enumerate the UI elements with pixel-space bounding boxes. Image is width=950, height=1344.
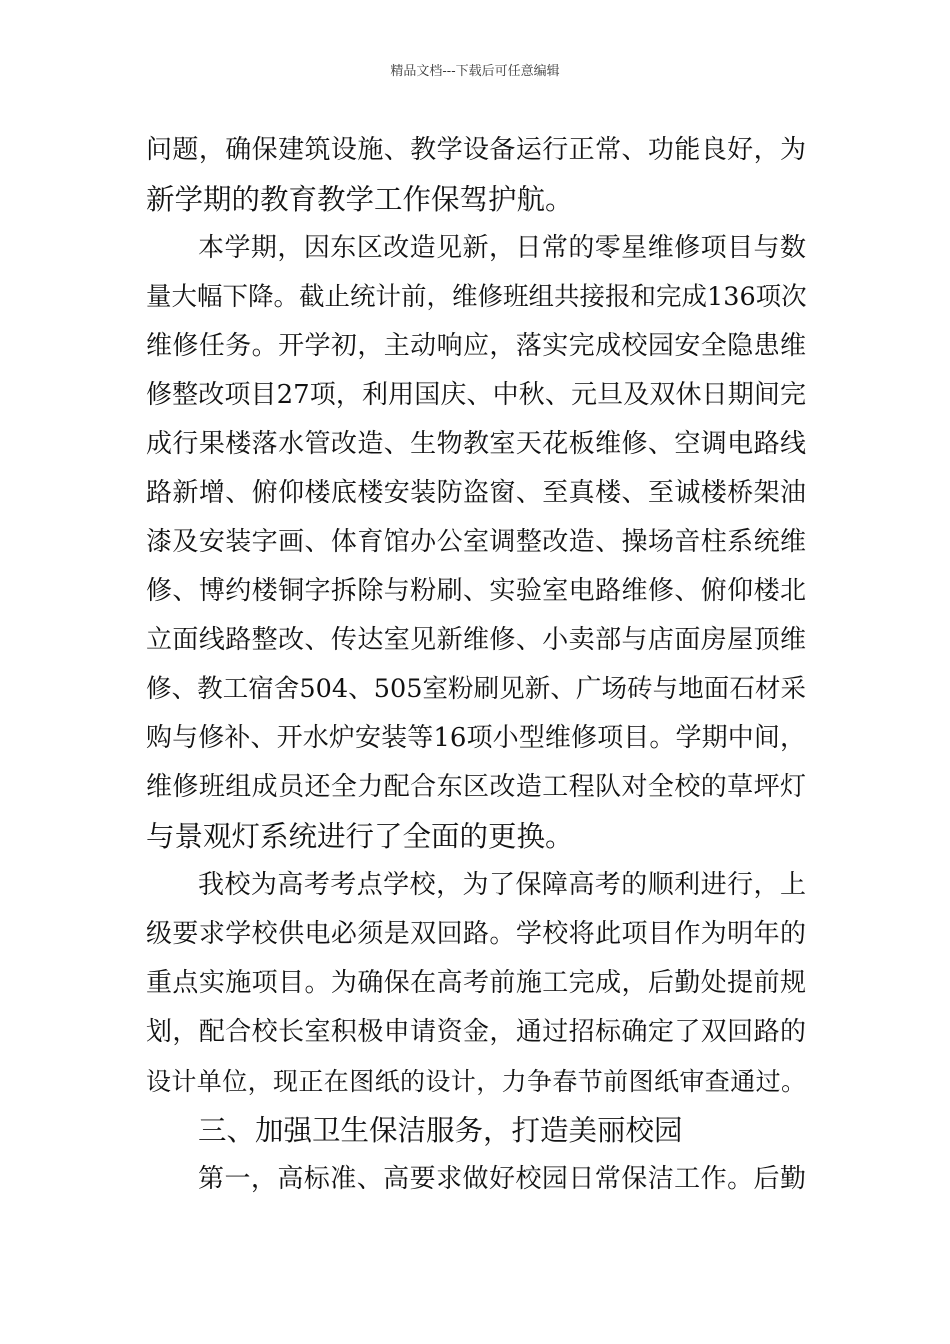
text-line: 与景观灯系统进行了全面的更换。 (146, 820, 574, 853)
text-line: 维修任务。开学初，主动响应，落实完成校园安全隐患维 (146, 331, 806, 361)
text-line: 立面线路整改、传达室见新维修、小卖部与店面房屋顶维 (146, 625, 806, 655)
text-line: 路新增、俯仰楼底楼安装防盗窗、至真楼、至诚楼桥架油 (146, 478, 806, 508)
text-line: 新学期的教育教学工作保驾护航。 (146, 183, 574, 216)
text-line: 我校为高考考点学校，为了保障高考的顺利进行，上 (198, 870, 806, 900)
text-line: 购与修补、开水炉安装等16项小型维修项目。学期中间， (146, 723, 806, 753)
text-line: 修、博约楼铜字拆除与粉刷、实验室电路维修、俯仰楼北 (146, 576, 806, 606)
text-line: 重点实施项目。为确保在高考前施工完成，后勤处提前规 (146, 968, 806, 998)
text-line: 修整改项目27项，利用国庆、中秋、元旦及双休日期间完 (146, 380, 806, 410)
text-line: 设计单位，现正在图纸的设计，力争春节前图纸审查通过。 (146, 1067, 806, 1096)
text-line: 维修班组成员还全力配合东区改造工程队对全校的草坪灯 (146, 772, 806, 802)
page-header: 精品文档---下载后可任意编辑 (390, 64, 560, 79)
text-line: 成行果楼落水管改造、生物教室天花板维修、空调电路线 (146, 429, 806, 459)
text-line: 本学期，因东区改造见新，日常的零星维修项目与数 (198, 233, 806, 263)
text-line: 第一，高标准、高要求做好校园日常保洁工作。后勤 (198, 1164, 806, 1194)
text-line: 三、加强卫生保洁服务，打造美丽校园 (198, 1114, 683, 1147)
text-line: 量大幅下降。截止统计前，维修班组共接报和完成136项次 (146, 282, 807, 312)
text-line: 问题，确保建筑设施、教学设备运行正常、功能良好，为 (146, 135, 806, 165)
document-body (146, 126, 806, 1204)
text-line: 级要求学校供电必须是双回路。学校将此项目作为明年的 (146, 919, 806, 949)
text-line: 修、教工宿舍504、505室粉刷见新、广场砖与地面石材采 (146, 674, 806, 704)
text-line: 漆及安装字画、体育馆办公室调整改造、操场音柱系统维 (146, 527, 806, 557)
text-line: 划，配合校长室积极申请资金，通过招标确定了双回路的 (146, 1017, 806, 1047)
